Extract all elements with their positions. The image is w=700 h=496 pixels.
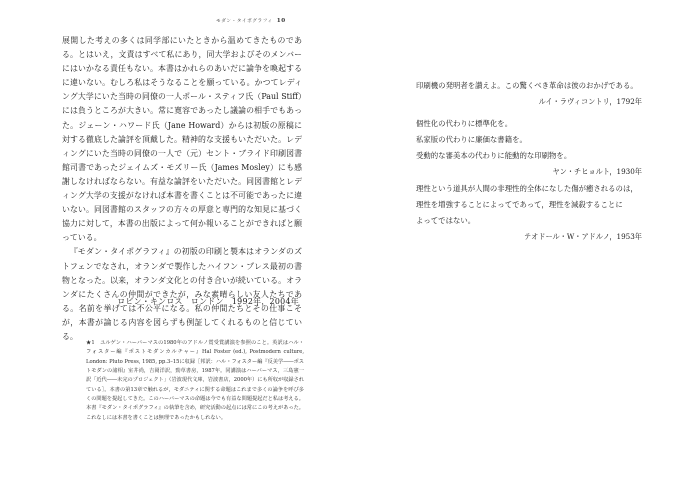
epigraph-line: 印刷機の発明者を讃えよ。この驚くべき革命は彼のおかげである。 [416, 81, 638, 90]
body-paragraph: 『モダン・タイポグラフィ』の初版の印刷と製本はオランダのズトフェンでなされ，オランダで製作したハイフン・プレス最初の書物となった。以来，オランダ文化との付き合いが続いている。オランダにたくさんの仲間ができたが，みな素晴らしい友人たちである。名前を挙げては不公平になる。私の仲間たちとその仕事こそが，本書が論じる内容を図らずも例証してくれるものと信じている。 [62, 247, 302, 341]
footnote: ★1 ユルゲン・ハーバーマスの1980年のアドルノ賞受賞講演を参照のこと。英訳はハル・フォスター編『ポストモダンカルチャー』Hal Foster (ed.), Postmodern culture, London: Pluto Press, 1985, pp.3–15に収録［邦訳：ハル・フォスター編『反美学――ポストモダンの諸相』室井尚，吉岡洋訳，勁草書房，1987年。同講演はハーバーマス，三島憲一訳「近代――未完のプロジェクト」（岩波現代文庫，岩波書店，2000年）にも所収が収録されている］。本書の第13章で触れるが，モダニティに関する命題はこれまで多くの論争を呼び多くの問題を提起してきた。このハーバーマスの命題は今でも有益な問題提起だと私は考える。本書『モダン・タイポグラフィ』の執筆を含め，研究活動の起点には常にこの考えがあった。これなしには本書を書くことは無理であったかもしれない。 [86, 340, 304, 421]
epigraph [416, 116, 642, 180]
epigraph [416, 181, 642, 245]
epigraph-line: 私家版の代わりに廉価な書籍を。 [416, 135, 527, 144]
epigraph-line: 個性化の代わりに標準化を。 [416, 119, 513, 128]
running-head-title: モダン・タイポグラフィ [216, 19, 273, 24]
epigraph-attribution: ヤン・チヒョルト，1930年 [552, 167, 642, 176]
page-number: 10 [276, 18, 286, 24]
right-page [350, 0, 700, 496]
author-signature: ロビン・キンロス ロンドン 1992年，2004年 [117, 297, 299, 306]
epigraph-attribution: ルイ・ラヴィコントリ，1792年 [538, 97, 642, 106]
footnotes [86, 339, 304, 423]
epigraph-line: よってではない。 [416, 216, 476, 225]
epigraph-line: 理性という道具が人間の非理性的全体になした傷が癒されるのは， [416, 184, 638, 193]
epigraph-attribution: テオドール・W・アドルノ，1953年 [524, 232, 642, 241]
body-paragraph: 展開した考えの多くは同学部にいたときから温めてきたものである。とはいえ，文責はすべて私にあり，同大学およびそのメンバーにはいかなる責任もない。本書はかれらのあいだに論争を喚起するに違いない。むしろ私はそうなることを願っている。かつてレディング大学にいた当時の同僚の一人ポール・スティフ氏（Paul Stiff）には負うところが大きい。常に寛容であったし議論の相手でもあった。ジェーン・ハワード氏（Jane Howard）からは初版の原稿に対する徹底した論評を頂戴した。精神的な支援もいただいた。レディングにいた当時の同僚の一人で（元）セント・ブライド印刷図書館司書であったジェイムズ・モズリー氏（James Mosley）にも感謝しなければならない。有益な論評をいただいた。同図書館とレディング大学の支援がなければ本書を書くことは不可能であったに違いない。同図書館のスタッフの方々の厚意と専門的な知見に基づく協力に対して，本書の出版によって何か報いることができればと願っている。 [62, 36, 302, 243]
epigraph [416, 78, 642, 110]
epigraph-line: 受動的な審美本の代わりに能動的な印刷物を。 [416, 151, 572, 160]
epigraph-line: 理性を増強することによってであって，理性を減殺することに [416, 200, 623, 209]
running-head [216, 18, 286, 24]
